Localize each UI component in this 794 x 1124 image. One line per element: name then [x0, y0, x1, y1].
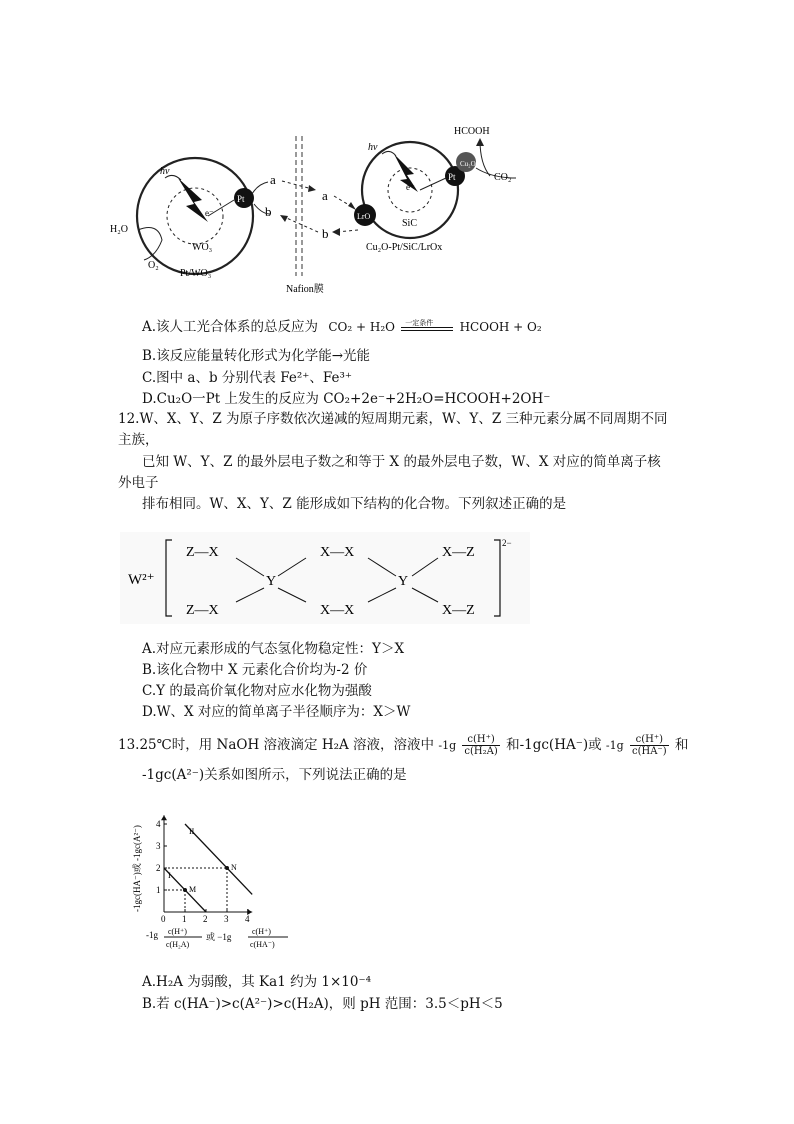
q11-option-a: A.该人工光合体系的总反应为 CO₂ + H₂O 一定条件 HCOOH + O₂ — [142, 318, 542, 335]
q12-option-b: B.该化合物中 X 元素化合价均为-2 价 — [142, 662, 368, 678]
svg-text:c(HA⁻): c(HA⁻) — [250, 940, 275, 949]
y-tick-label: 4 — [156, 819, 161, 829]
q13-chart — [128, 792, 298, 964]
cu2o-label: Cu₂O — [460, 160, 476, 168]
b-label-right: b — [322, 226, 329, 241]
hcooh-label: HCOOH — [454, 126, 490, 137]
q12-option-a: A.对应元素形成的气态氢化物稳定性：Y＞X — [142, 641, 405, 657]
series-label-II: II — [189, 827, 195, 836]
x-tick-label: 0 — [161, 914, 166, 924]
fraction-h-ha: $\frac{c(H^+)}{c(HA^-)}$ — [631, 734, 667, 757]
svg-text:c(H⁺): c(H⁺) — [252, 927, 271, 936]
zx-bottom: Z—X — [186, 603, 219, 618]
q12-stem-line1: 12.W、X、Y、Z 为原子序数依次递减的短周期元素，W、Y、Z 三种元素分属不同周期不同 — [118, 411, 668, 427]
q12-option-c: C.Y 的最高价氧化物对应水化物为强酸 — [142, 683, 372, 699]
y-right: Y — [398, 574, 409, 589]
photocatalysis-figure — [110, 118, 550, 298]
point-label-N: N — [231, 863, 237, 872]
q11-option-c: C.图中 a、b 分别代表 Fe²⁺、Fe³⁺ — [142, 370, 353, 386]
h2o-label: H₂O — [110, 224, 128, 235]
right-caption: Cu₂O-Pt/SiC/LrOx — [366, 242, 443, 253]
electron-label: e⁻ — [205, 208, 214, 218]
q11-option-b: B.该反应能量转化形式为化学能→光能 — [142, 348, 371, 364]
co2-label: CO₂ — [494, 172, 512, 183]
q12-stem-line4: 外电子 — [118, 475, 159, 491]
q13-stem-line2: -1gc(A²⁻)关系如图所示，下列说法正确的是 — [142, 767, 407, 783]
point-label-M: M — [189, 885, 197, 894]
lightning-icon — [178, 178, 208, 222]
svg-text:或 −1g: 或 −1g — [206, 932, 232, 942]
fraction-h-h2a: $\frac{c(H^+)}{\text{c(H₂A)}}$ — [464, 734, 498, 757]
svg-text:c(H₂A): c(H₂A) — [166, 940, 190, 949]
x-tick-label: 1 — [182, 914, 187, 924]
y-axis-arrow — [161, 815, 167, 820]
a-label-left: a — [270, 172, 276, 187]
hv-label: hν — [160, 166, 170, 177]
pt-label-left: Pt — [237, 194, 245, 204]
series-label-I: I — [168, 871, 171, 880]
q13-option-b: B.若 c(HA⁻)>c(A²⁻)>c(H₂A)，则 pH 范围：3.5＜pH＜5 — [142, 996, 503, 1012]
svg-text:c(H⁺): c(H⁺) — [168, 927, 187, 936]
b-label-left: b — [265, 204, 272, 219]
q12-stem-line5: 排布相同。W、X、Y、Z 能形成如下结构的化合物。下列叙述正确的是 — [142, 496, 567, 512]
chart-x-label-1: -1g — [146, 930, 158, 940]
series-line-II — [185, 824, 252, 894]
x-tick-label: 3 — [224, 914, 229, 924]
y-tick-label: 2 — [156, 863, 161, 873]
compound-structure — [120, 532, 530, 624]
xz-top: X—Z — [442, 545, 475, 560]
q12-stem-line3: 已知 W、Y、Z 的最外层电子数之和等于 X 的最外层电子数，W、X 对应的简单离子核 — [142, 454, 661, 470]
point-M — [183, 888, 187, 892]
chart-x-label-frac1 — [164, 927, 202, 949]
o2-label: O₂ — [148, 260, 159, 271]
a-label-right: a — [322, 188, 328, 203]
left-caption: Pt/WO₃ — [180, 268, 212, 279]
x-tick-label: 4 — [245, 914, 250, 924]
point-N — [225, 866, 229, 870]
electron-label-right: e⁻ — [406, 182, 415, 192]
xx-bottom: X—X — [320, 603, 355, 618]
zx-top: Z—X — [186, 545, 219, 560]
chart-y-label: -1gc(HA⁻)或 -1gc(A²⁻) — [132, 825, 142, 912]
sic-label: SiC — [402, 218, 418, 229]
chart-x-label-frac2 — [248, 927, 288, 949]
left-cell-circle — [137, 158, 253, 274]
q12-stem-line2: 主族， — [118, 432, 159, 448]
pt-label-right: Pt — [448, 172, 456, 182]
y-tick-label: 1 — [156, 885, 161, 895]
y-tick-label: 3 — [156, 841, 161, 851]
xz-bottom: X—Z — [442, 603, 475, 618]
y-left: Y — [266, 574, 277, 589]
wo3-label: WO₃ — [192, 242, 213, 253]
w-ion: W²⁺ — [128, 572, 155, 588]
q11-option-d: D.Cu₂O一Pt 上发生的反应为 CO₂+2e⁻+2H₂O=HCOOH+2OH⁻ — [142, 391, 551, 407]
charge: 2− — [502, 538, 512, 548]
x-tick-label: 2 — [203, 914, 208, 924]
q12-option-d: D.W、X 对应的简单离子半径顺序为：X＞W — [142, 704, 411, 720]
q13-stem-line1: 13.25℃时，用 NaOH 溶液滴定 H₂A 溶液，溶液中 -1g $\frac{c(H^+)}{\text{c(H₂A)}}$ 和-1gc(HA⁻)或 -1g $\frac{c(H^+)}{c(HA^-)}$ 和 — [118, 734, 689, 757]
membrane-label: Nafion膜 — [286, 284, 324, 295]
q13-option-a: A.H₂A 为弱酸，其 Ka1 约为 1×10⁻⁴ — [142, 974, 371, 990]
lro-label: LrO — [357, 212, 371, 221]
xx-top: X—X — [320, 545, 355, 560]
hv-label-right: hν — [368, 142, 378, 153]
